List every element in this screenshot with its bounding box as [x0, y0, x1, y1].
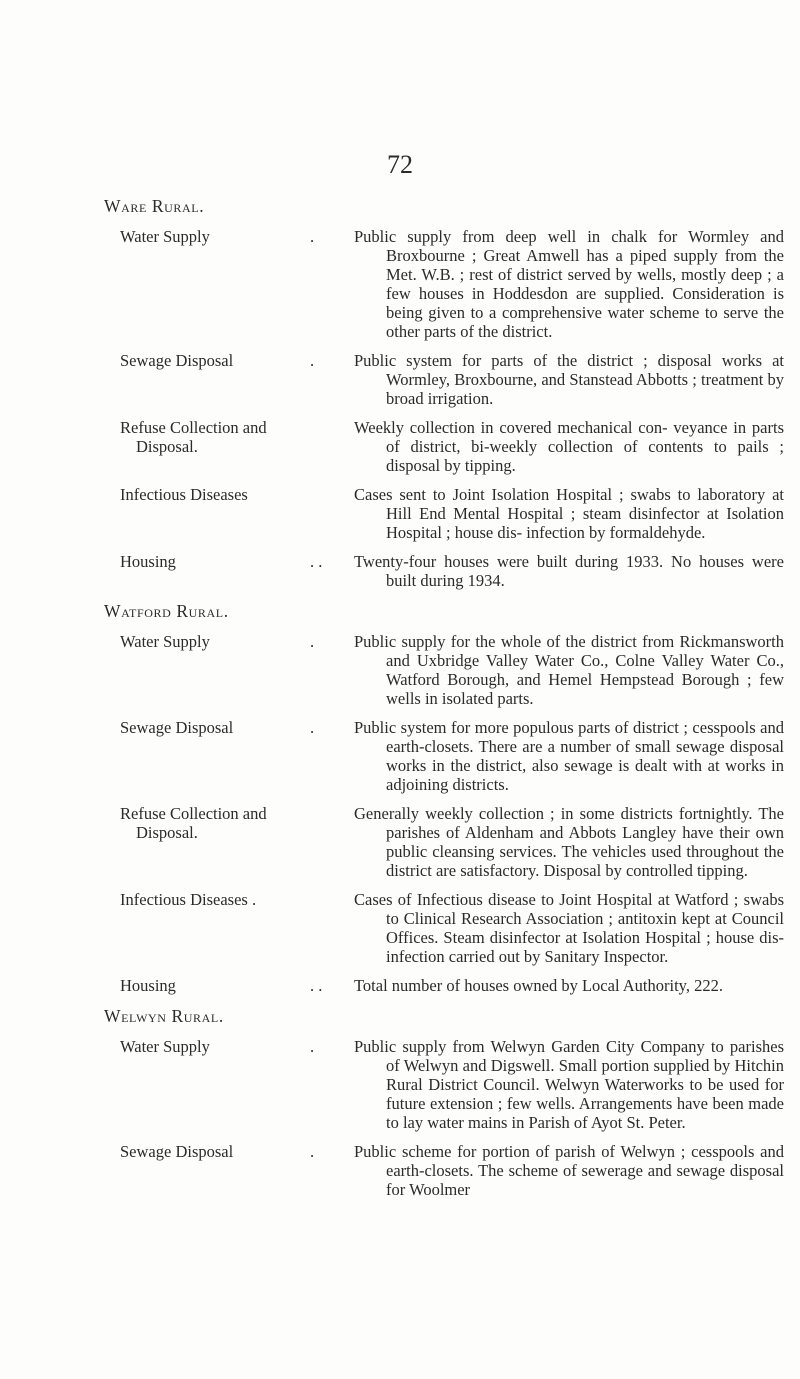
district-heading: Welwyn Rural. [104, 1006, 224, 1026]
leader-dots: . [310, 718, 315, 737]
district-heading: Ware Rural. [104, 196, 205, 216]
entry-housing [104, 976, 784, 995]
report-body [104, 195, 784, 1209]
entry-text: Public supply from deep well in chalk for Wormley and Broxbourne ; Great Amwell has a piped supply from the Met. W.B. ; rest of district served by wells, mostly deep ; a few houses in Hoddesdon are supplied. Consideration is being given to a comprehensive water scheme to serve the other parts of the district. [354, 227, 784, 341]
entry-text: Cases sent to Joint Isolation Hospital ; swabs to laboratory at Hill End Mental Hospital ; steam disinfector at Isolation Hospital ; house dis- infection by formaldehyde. [354, 485, 784, 542]
entry-infectious-diseases [104, 485, 784, 542]
entry-label-line1: Refuse Collection and [120, 804, 267, 823]
entry-text: Twenty-four houses were built during 1933. No houses were built during 1934. [354, 552, 784, 590]
entry-refuse-collection [104, 418, 784, 475]
entry-sewage-disposal [104, 1142, 784, 1199]
entry-water-supply [104, 227, 784, 341]
entry-sewage-disposal [104, 718, 784, 794]
leader-dots: . [310, 632, 315, 651]
page-number: 72 [387, 150, 413, 179]
entry-water-supply [104, 1037, 784, 1132]
entry-infectious-diseases [104, 890, 784, 966]
entry-text: Public system for more populous parts of district ; cesspools and earth-closets. There are a number of small sewage disposal works in the district, also sewage is dealt with at works in adjoining districts. [354, 718, 784, 794]
entry-label: Infectious Diseases . [120, 890, 257, 909]
section-ware-rural [104, 195, 784, 590]
entry-sewage-disposal [104, 351, 784, 408]
entry-label: Sewage Disposal [120, 718, 234, 737]
entry-text: Cases of Infectious disease to Joint Hospital at Watford ; swabs to Clinical Research Association ; antitoxin kept at Council Offices. Steam disinfector at Isolation Hospital ; house dis- infection carried out by Sanitary Inspector. [354, 890, 784, 966]
section-welwyn-rural [104, 1005, 784, 1199]
entry-text: Total number of houses owned by Local Authority, 222. [354, 976, 723, 995]
entry-text: Public supply from Welwyn Garden City Company to parishes of Welwyn and Digswell. Small portion supplied by Hitchin Rural District Council. Welwyn Waterworks to be used for future extension ; few wells. Arrangements have been made to lay water mains in Parish of Ayot St. Peter. [354, 1037, 784, 1132]
entry-label-line2: Disposal. [136, 823, 198, 842]
entry-refuse-collection [104, 804, 784, 880]
entry-text: Public supply for the whole of the district from Rickmansworth and Uxbridge Valley Water Co., Colne Valley Water Co., Watford Borough, and Hemel Hempstead Borough ; few wells in isolated parts. [354, 632, 784, 708]
leader-dots: . . [310, 552, 323, 571]
entry-housing [104, 552, 784, 590]
leader-dots: . . [310, 976, 323, 995]
entry-label: Sewage Disposal [120, 351, 234, 370]
entry-label-line2: Disposal. [136, 437, 198, 456]
entry-water-supply [104, 632, 784, 708]
section-watford-rural [104, 600, 784, 995]
entry-label [104, 804, 310, 842]
entry-label: Infectious Diseases [120, 485, 248, 504]
district-heading: Watford Rural. [104, 601, 229, 621]
entry-text: Public system for parts of the district ; disposal works at Wormley, Broxbourne, and Stanstead Abbotts ; treatment by broad irrigation. [354, 351, 784, 408]
entry-label: Water Supply [120, 632, 210, 651]
entry-text: Generally weekly collection ; in some districts fortnightly. The parishes of Aldenham and Abbots Langley have their own public cleansing services. The vehicles used throughout the district are satisfactory. Disposal by controlled tipping. [354, 804, 784, 880]
entry-label [104, 418, 310, 456]
entry-text: Public scheme for portion of parish of Welwyn ; cesspools and earth-closets. The scheme of sewerage and sewage disposal for Woolmer [354, 1142, 784, 1199]
entry-label-line1: Refuse Collection and [120, 418, 267, 437]
entry-label: Sewage Disposal [120, 1142, 234, 1161]
leader-dots: . [310, 1037, 315, 1056]
entry-label: Water Supply [120, 227, 210, 246]
leader-dots: . [310, 351, 315, 370]
entry-label: Housing [120, 976, 176, 995]
entry-text: Weekly collection in covered mechanical con- veyance in parts of district, bi-weekly collection of contents to pails ; disposal by tipping. [354, 418, 784, 475]
leader-dots: . [310, 1142, 315, 1161]
leader-dots: . [310, 227, 315, 246]
entry-label: Housing [120, 552, 176, 571]
entry-label: Water Supply [120, 1037, 210, 1056]
